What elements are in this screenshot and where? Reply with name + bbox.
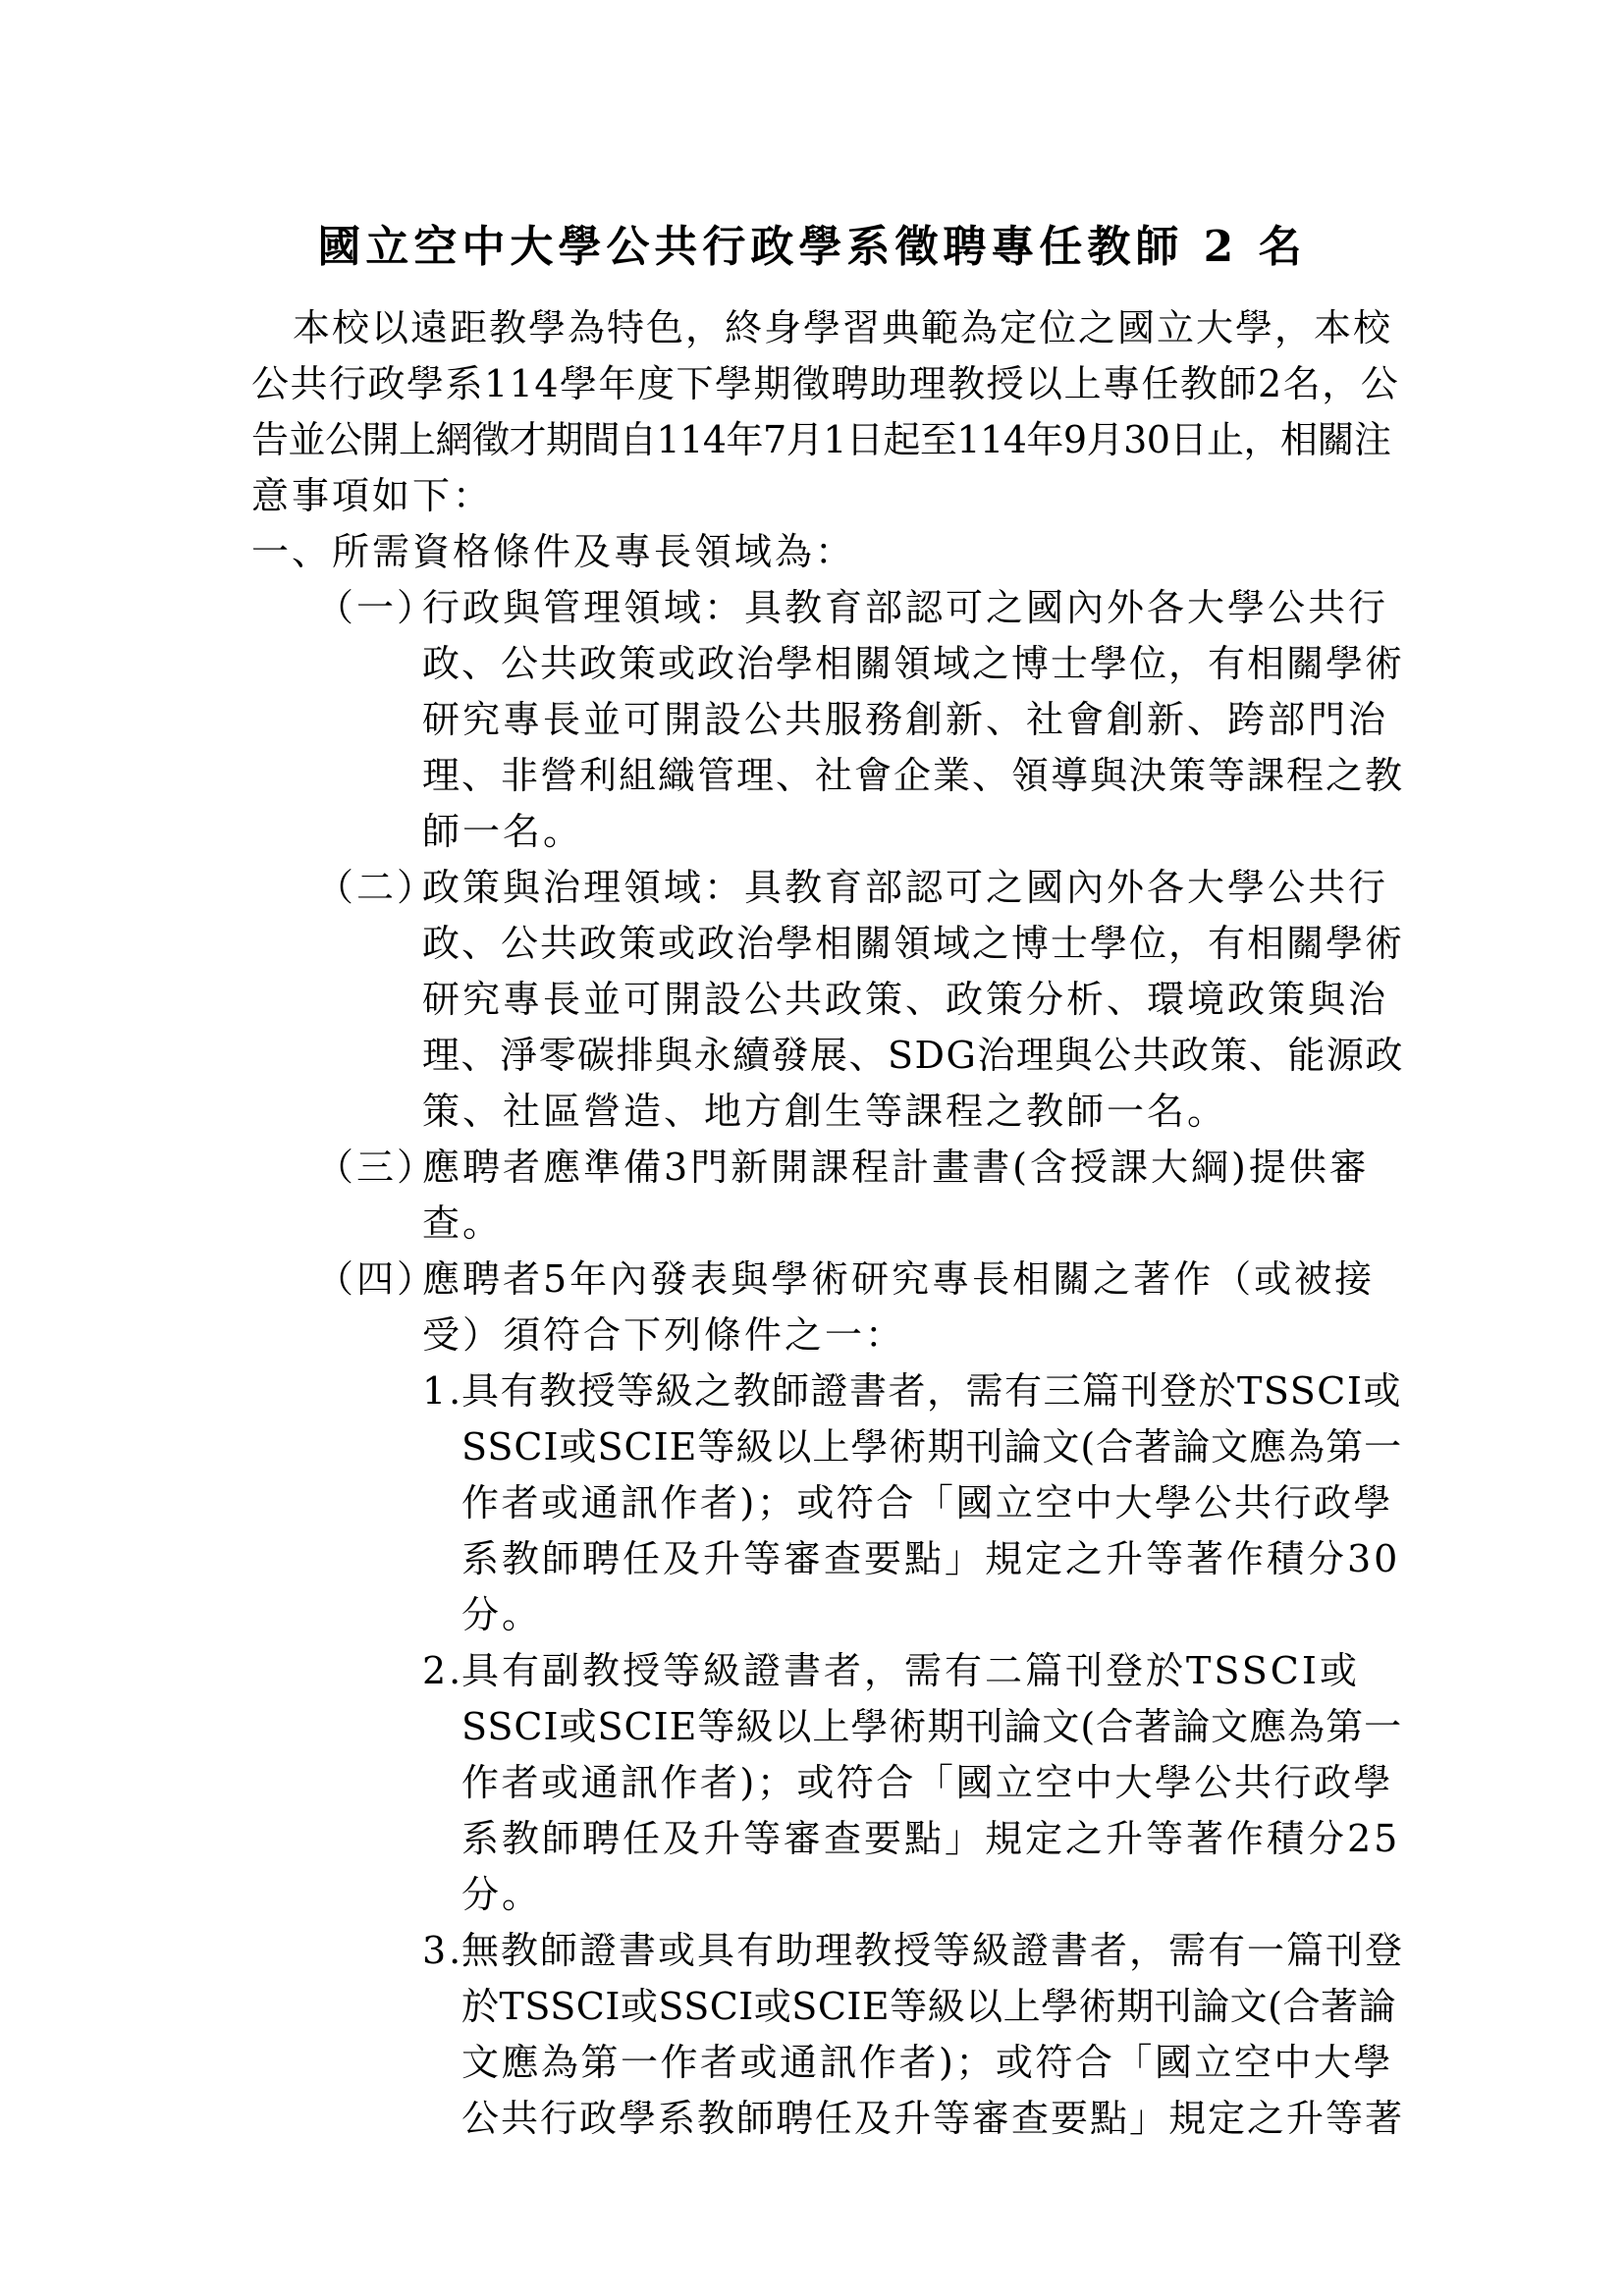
intro-line: 公共行政學系114學年度下學期徵聘助理教授以上專任教師2名，公 [251, 362, 1400, 405]
condition-line: 作者或通訊作者)；或符合「國立空中大學公共行政學 [461, 1761, 1393, 1804]
item-line: 師一名。 [422, 810, 584, 853]
item-line: 政、公共政策或政治學相關領域之博士學位，有相關學術 [422, 642, 1405, 685]
item-line: 理、非營利組織管理、社會企業、領導與決策等課程之教 [422, 754, 1405, 797]
condition-line: 公共行政學系教師聘任及升等審查要點」規定之升等著 [461, 2097, 1405, 2140]
item-line: 受）須符合下列條件之一： [422, 1313, 906, 1357]
item-line: 研究專長並可開設公共政策、政策分析、環境政策與治 [422, 978, 1389, 1021]
intro-line: 告並公開上網徵才期間自114年7月1日起至114年9月30日止，相關注 [251, 418, 1391, 461]
item-line: 行政與管理領域：具教育部認可之國內外各大學公共行 [422, 586, 1389, 629]
condition-number: 2. [422, 1649, 464, 1692]
item-marker: （三） [316, 1146, 438, 1189]
condition-line: 系教師聘任及升等審查要點」規定之升等著作積分30 [461, 1537, 1401, 1580]
page-title: 國立空中大學公共行政學系徵聘專任教師 2 名 [317, 222, 1307, 272]
condition-line: 無教師證書或具有助理教授等級證書者，需有一篇刊登 [461, 1929, 1405, 1972]
condition-number: 1. [422, 1369, 464, 1413]
item-line: 政、公共政策或政治學相關領域之博士學位，有相關學術 [422, 922, 1405, 965]
item-marker: （一） [316, 586, 438, 629]
condition-line: SSCI或SCIE等級以上學術期刊論文(合著論文應為第一 [461, 1705, 1403, 1748]
item-line: 策、社區營造、地方創生等課程之教師一名。 [422, 1090, 1228, 1133]
condition-number: 3. [422, 1929, 464, 1972]
intro-line: 本校以遠距教學為特色，終身學習典範為定位之國立大學，本校 [293, 306, 1393, 349]
item-marker: （四） [316, 1257, 438, 1301]
condition-line: 於TSSCI或SSCI或SCIE等級以上學術期刊論文(合著論 [461, 1985, 1396, 2028]
item-marker: （二） [316, 866, 438, 909]
condition-line: 系教師聘任及升等審查要點」規定之升等著作積分25 [461, 1817, 1401, 1860]
condition-line: SSCI或SCIE等級以上學術期刊論文(合著論文應為第一 [461, 1425, 1403, 1468]
item-line: 理、淨零碳排與永續發展、SDG治理與公共政策、能源政 [422, 1034, 1404, 1077]
item-line: 政策與治理領域：具教育部認可之國內外各大學公共行 [422, 866, 1389, 909]
condition-line: 分。 [461, 1593, 543, 1636]
condition-line: 文應為第一作者或通訊作者)；或符合「國立空中大學 [461, 2041, 1393, 2084]
item-line: 應聘者5年內發表與學術研究專長相關之著作（或被接 [422, 1257, 1376, 1301]
item-line: 應聘者應準備3門新開課程計畫書(含授課大綱)提供審 [422, 1146, 1370, 1189]
condition-line: 具有教授等級之教師證書者，需有三篇刊登於TSSCI或 [461, 1369, 1402, 1413]
intro-line: 意事項如下： [251, 474, 494, 517]
item-line: 研究專長並可開設公共服務創新、社會創新、跨部門治 [422, 698, 1389, 741]
item-line: 查。 [422, 1201, 504, 1245]
condition-line: 作者或通訊作者)；或符合「國立空中大學公共行政學 [461, 1481, 1393, 1524]
condition-line: 分。 [461, 1873, 543, 1916]
condition-line: 具有副教授等級證書者，需有二篇刊登於TSSCI或 [461, 1649, 1360, 1692]
section-heading: 一、所需資格條件及專長領域為： [251, 530, 856, 573]
